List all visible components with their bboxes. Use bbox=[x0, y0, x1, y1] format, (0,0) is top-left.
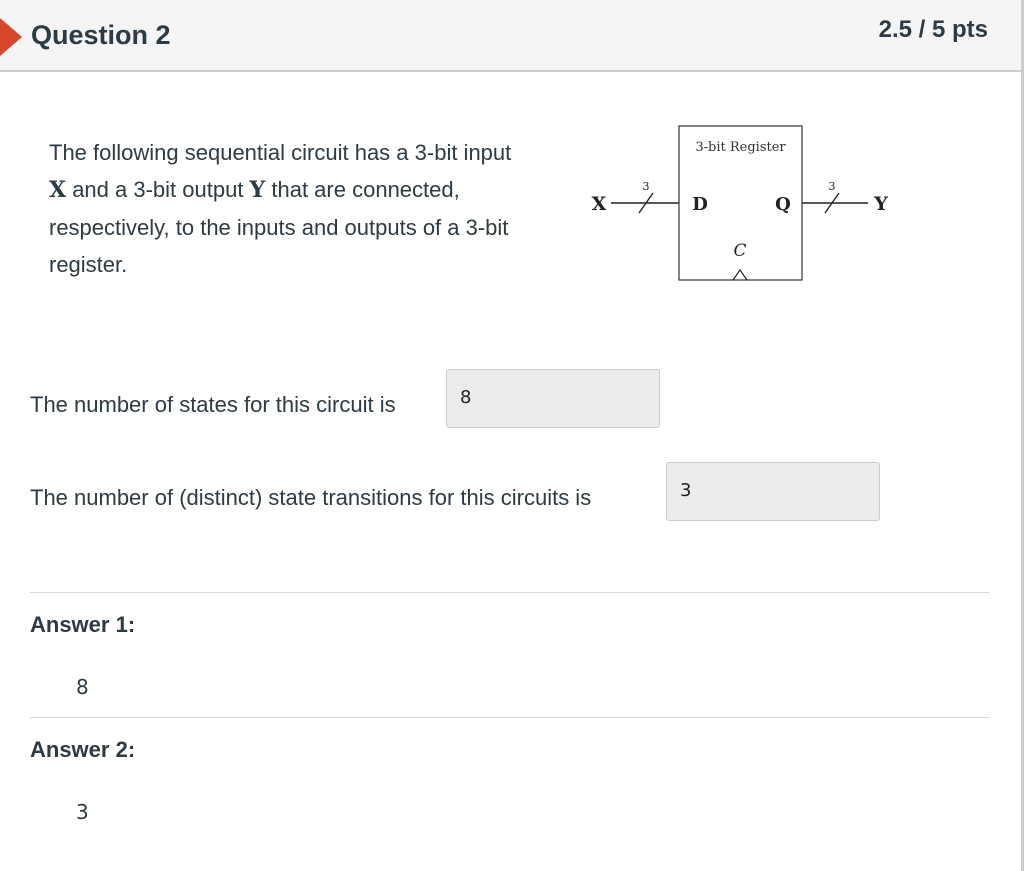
output-label: Y bbox=[874, 193, 888, 215]
transitions-answer-input[interactable]: 3 bbox=[666, 462, 880, 521]
flag-icon[interactable] bbox=[0, 18, 22, 56]
answer-2-value: 3 bbox=[76, 800, 89, 824]
question-title: Question 2 bbox=[31, 20, 171, 50]
question-1-text: The number of states for this circuit is bbox=[30, 392, 396, 417]
intro-text-3: that are connected, respectively, to the inputs and outputs of a 3-bit register. bbox=[49, 177, 509, 277]
answer-1-value: 8 bbox=[76, 675, 89, 699]
states-answer-input[interactable]: 8 bbox=[446, 369, 660, 428]
question-2-text: The number of (distinct) state transitions for this circuits is bbox=[30, 485, 592, 510]
question-points: 2.5 / 5 pts bbox=[878, 16, 988, 43]
register-label: 3-bit Register bbox=[695, 140, 786, 155]
intro-var-x: X bbox=[49, 177, 67, 203]
intro-text-2: and a 3-bit output bbox=[66, 177, 250, 202]
answer-1-label: Answer 1: bbox=[30, 612, 136, 637]
divider-1 bbox=[30, 592, 989, 593]
d-port-label: D bbox=[692, 194, 708, 215]
intro-text-1: The following sequential circuit has a 3-bit input bbox=[49, 140, 512, 165]
answer-2-label: Answer 2: bbox=[30, 737, 136, 762]
register-diagram-svg bbox=[585, 118, 905, 288]
question-intro bbox=[49, 134, 519, 283]
register-diagram bbox=[585, 118, 905, 288]
intro-var-y: Y bbox=[249, 177, 266, 203]
input-label: X bbox=[591, 193, 607, 215]
clock-label: C bbox=[733, 241, 747, 261]
divider-2 bbox=[30, 717, 989, 718]
output-bus-width: 3 bbox=[828, 180, 836, 193]
question-header bbox=[0, 0, 1021, 72]
input-bus-width: 3 bbox=[642, 180, 650, 193]
q-port-label: Q bbox=[775, 194, 791, 215]
